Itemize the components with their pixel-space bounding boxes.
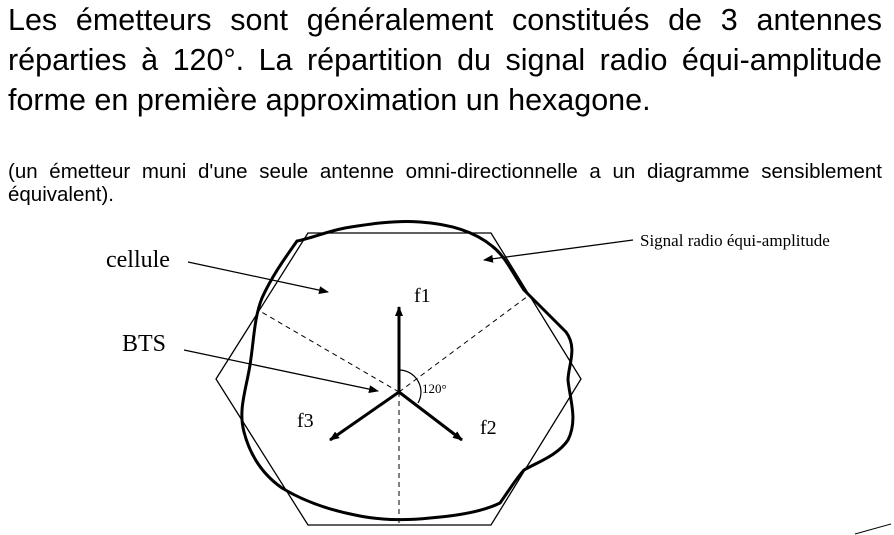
f1-label: f1 — [414, 285, 431, 307]
bts-label: BTS — [122, 331, 167, 357]
angle-arc — [399, 370, 421, 403]
cell-label: cellule — [106, 247, 170, 273]
signal-pointer — [484, 240, 633, 260]
signal-coverage-contour — [242, 221, 573, 519]
intro-note: (un émetteur muni d'une seule antenne omni-directionnelle a un diagramme sensiblement équivalent). — [8, 160, 882, 206]
cell-pointer — [188, 262, 328, 292]
sector-boundary-upper-left — [258, 310, 399, 392]
intro-paragraph: Les émetteurs sont généralement constitués de 3 antennes réparties à 120°. La répartition du signal radio équi-amplitude forme en première approximation un hexagone. — [8, 3, 882, 117]
angle-label: 120° — [422, 381, 447, 396]
f2-label: f2 — [480, 417, 497, 439]
stray-stroke — [855, 524, 891, 534]
sector-boundary-upper-right — [399, 296, 528, 392]
antenna-arrow-f2 — [399, 392, 462, 440]
f3-label: f3 — [297, 410, 314, 432]
bts-pointer — [184, 350, 378, 391]
antenna-arrow-f3 — [330, 392, 399, 440]
signal-label: Signal radio équi-amplitude — [640, 231, 830, 250]
